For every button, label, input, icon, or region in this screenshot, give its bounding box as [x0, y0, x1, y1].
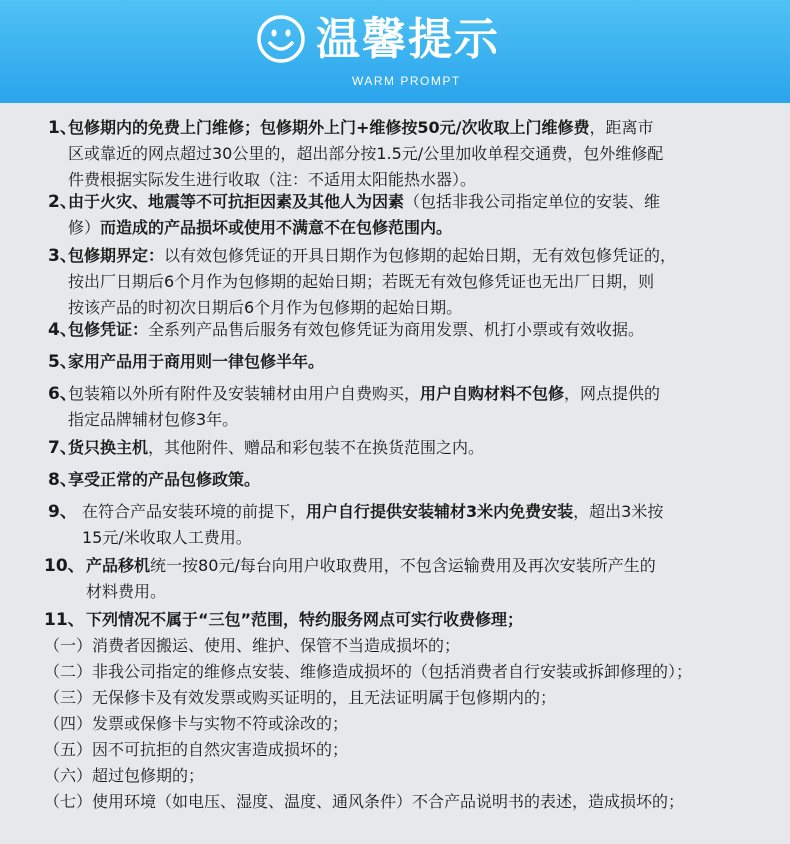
exclusion-item: （六）超过包修期的；: [44, 766, 205, 785]
smiley-icon: [256, 14, 306, 64]
item-line: [68, 435, 484, 461]
page-title: 温馨提示: [316, 14, 500, 65]
item-number: 7、: [48, 438, 77, 458]
item-line: [68, 381, 660, 407]
item-number: 5、: [48, 352, 77, 372]
exclusion-item: （五）因不可抗拒的自然灾害造成损坏的；: [44, 740, 349, 759]
text: 统一按80元/每台向用户收取费用，不包含运输费用及再次安装所产生的: [150, 556, 656, 575]
item-line: [68, 407, 238, 433]
text: 按出厂日期后6个月作为包修期的起始日期；若既无有效包修凭证也无出厂日期，则: [68, 272, 655, 291]
item-line: [86, 579, 166, 605]
item-line: [68, 349, 324, 375]
bold-text: 用户自购材料不包修: [420, 384, 565, 403]
bold-text: 而造成的产品损坏或使用不满意不在包修范围内。: [100, 218, 453, 237]
text: 指定品牌辅材包修3年。: [68, 410, 239, 429]
bold-text: 下列情况不属于“三包”范围，特约服务网点可实行收费修理；: [86, 610, 524, 629]
item-number: 3、: [48, 246, 77, 266]
bold-text: 包修期内的免费上门维修；包修期外上门+维修按50元/次收取上门维修费: [68, 118, 590, 137]
item-line: [82, 525, 252, 551]
item-number: 9、: [48, 502, 77, 522]
text: 修）: [68, 218, 101, 237]
item-number: 6、: [48, 384, 77, 404]
item-number: 11、: [44, 610, 85, 630]
bold-text: 用户自行提供安装辅材3米内免费安装: [306, 502, 574, 521]
bold-text: 产品移机: [86, 556, 151, 575]
item-line: [68, 243, 676, 269]
text: ，超出3米按: [573, 502, 664, 521]
bold-text: 包修凭证：: [68, 320, 149, 339]
exclusion-item: （三）无保修卡及有效发票或购买证明的，且无法证明属于包修期内的；: [44, 688, 557, 707]
page-subtitle: WARM PROMPT: [352, 74, 461, 88]
item-line: [68, 115, 654, 141]
text: ，网点提供的: [564, 384, 661, 403]
text: ，距离市: [589, 118, 654, 137]
exclusion-item: （二）非我公司指定的维修点安装、维修造成损坏的（包括消费者自行安装或拆卸修理的）；: [44, 662, 693, 681]
text: ，其他附件、赠品和彩包装不在换货范围之内。: [148, 438, 485, 457]
item-line: [68, 467, 260, 493]
text: 全系列产品售后服务有效包修凭证为商用发票、机打小票或有效收据。: [148, 320, 645, 339]
text: 按该产品的时初次日期后6个月作为包修期的起始日期。: [68, 298, 463, 317]
text: 材料费用。: [86, 582, 167, 601]
item-number: 1、: [48, 118, 77, 138]
item-line: [68, 215, 452, 241]
text: 以有效包修凭证的开具日期作为包修期的起始日期，无有效包修凭证的，: [164, 246, 677, 265]
bold-text: 享受正常的产品包修政策。: [68, 470, 261, 489]
exclusion-item: （七）使用环境（如电压、湿度、温度、通风条件）不合产品说明书的表述，造成损坏的；: [44, 792, 685, 811]
item-line: [68, 141, 663, 167]
item-number: 4、: [48, 320, 77, 340]
item-line: [86, 553, 656, 579]
text: 包装箱以外所有附件及安装辅材由用户自费购买，: [68, 384, 421, 403]
header-banner: [0, 0, 790, 103]
exclusion-item: （一）消费者因搬运、使用、维护、保管不当造成损坏的；: [44, 636, 461, 655]
item-number: 10、: [44, 556, 85, 576]
item-line: [68, 269, 654, 295]
text: 15元/米收取人工费用。: [82, 528, 252, 547]
text: （包括非我公司指定单位的安装、维: [404, 192, 661, 211]
bold-text: 货只换主机: [68, 438, 149, 457]
item-line: [82, 499, 663, 525]
item-line: [68, 189, 660, 215]
text: 在符合产品安装环境的前提下，: [82, 502, 307, 521]
item-number: 2、: [48, 192, 77, 212]
item-line: [86, 607, 523, 633]
bold-text: 包修期界定：: [68, 246, 165, 265]
text: 区或靠近的网点超过30公里的，超出部分按1.5元/公里加收单程交通费，包外维修配: [68, 144, 664, 163]
bold-text: 由于火灾、地震等不可抗拒因素及其他人为因素: [68, 192, 405, 211]
text: 件费根据实际发生进行收取（注：不适用太阳能热水器）。: [68, 170, 477, 189]
item-number: 8、: [48, 470, 77, 490]
bold-text: 家用产品用于商用则一律包修半年。: [68, 352, 325, 371]
exclusion-item: （四）发票或保修卡与实物不符或涂改的；: [44, 714, 349, 733]
item-line: [68, 317, 644, 343]
